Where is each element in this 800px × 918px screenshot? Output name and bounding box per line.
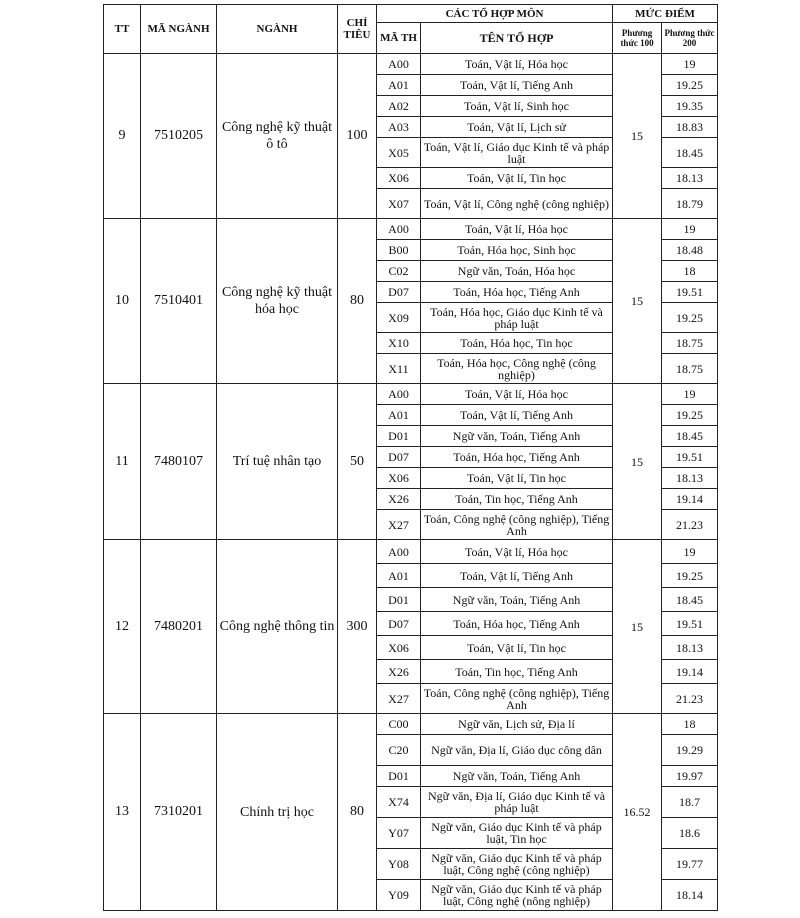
row-tt: 11 <box>104 384 141 540</box>
row-tt: 13 <box>104 714 141 911</box>
combo-subjects: Ngữ văn, Toán, Tiếng Anh <box>421 766 613 787</box>
combo-code: A02 <box>377 96 421 117</box>
row-code: 7310201 <box>141 714 217 911</box>
score-pt200: 18.75 <box>662 354 718 384</box>
combo-subjects: Ngữ văn, Giáo dục Kinh tế và pháp luật, Công nghệ (nông nghiệp) <box>421 880 613 911</box>
combo-subjects: Toán, Công nghệ (công nghiệp), Tiếng Anh <box>421 684 613 714</box>
combo-subjects: Toán, Vật lí, Tin học <box>421 636 613 660</box>
score-pt200: 18.83 <box>662 117 718 138</box>
score-pt200: 19.25 <box>662 564 718 588</box>
score-pt200: 19.77 <box>662 849 718 880</box>
combo-code: X06 <box>377 636 421 660</box>
combo-code: A01 <box>377 75 421 96</box>
score-pt200: 18.13 <box>662 168 718 189</box>
score-pt200: 19.51 <box>662 612 718 636</box>
combo-subjects: Toán, Vật lí, Công nghệ (công nghiệp) <box>421 189 613 219</box>
table-row <box>104 54 718 75</box>
combo-subjects: Toán, Vật lí, Hóa học <box>421 54 613 75</box>
combo-code: X06 <box>377 468 421 489</box>
combo-subjects: Toán, Hóa học, Tiếng Anh <box>421 282 613 303</box>
combo-subjects: Toán, Hóa học, Sinh học <box>421 240 613 261</box>
score-pt200: 18.14 <box>662 880 718 911</box>
row-tt: 12 <box>104 540 141 714</box>
score-pt200: 18.13 <box>662 636 718 660</box>
combo-subjects: Ngữ văn, Địa lí, Giáo dục Kinh tế và pháp luật <box>421 787 613 818</box>
score-pt200: 18.13 <box>662 468 718 489</box>
combo-subjects: Toán, Vật lí, Hóa học <box>421 384 613 405</box>
combo-subjects: Toán, Hóa học, Giáo dục Kinh tế và pháp luật <box>421 303 613 333</box>
combo-code: A00 <box>377 384 421 405</box>
combo-subjects: Ngữ văn, Toán, Hóa học <box>421 261 613 282</box>
header-ma-nganh: MÃ NGÀNH <box>141 5 217 54</box>
table-row <box>104 540 718 564</box>
combo-subjects: Toán, Tin học, Tiếng Anh <box>421 489 613 510</box>
combo-subjects: Toán, Vật lí, Giáo dục Kinh tế và pháp luật <box>421 138 613 168</box>
combo-code: A03 <box>377 117 421 138</box>
score-pt100: 15 <box>613 54 662 219</box>
combo-subjects: Toán, Vật lí, Tiếng Anh <box>421 75 613 96</box>
score-pt200: 18.75 <box>662 333 718 354</box>
score-pt200: 18 <box>662 261 718 282</box>
combo-subjects: Ngữ văn, Lịch sử, Địa lí <box>421 714 613 735</box>
header-ten-to-hop: TÊN TỔ HỢP <box>421 23 613 54</box>
row-quota: 300 <box>338 540 377 714</box>
combo-code: A00 <box>377 219 421 240</box>
combo-subjects: Toán, Hóa học, Tiếng Anh <box>421 612 613 636</box>
combo-code: X11 <box>377 354 421 384</box>
combo-code: X05 <box>377 138 421 168</box>
table-row <box>104 714 718 735</box>
score-pt200: 19.25 <box>662 303 718 333</box>
header-nganh: NGÀNH <box>217 5 338 54</box>
combo-code: B00 <box>377 240 421 261</box>
header-ma-th: MÃ TH <box>377 23 421 54</box>
combo-code: C00 <box>377 714 421 735</box>
combo-subjects: Toán, Vật lí, Tiếng Anh <box>421 564 613 588</box>
combo-subjects: Ngữ văn, Toán, Tiếng Anh <box>421 588 613 612</box>
score-pt200: 19 <box>662 540 718 564</box>
combo-subjects: Ngữ văn, Giáo dục Kinh tế và pháp luật, Tin học <box>421 818 613 849</box>
row-code: 7510401 <box>141 219 217 384</box>
header-chi-tieu: CHỈ TIÊU <box>338 5 377 54</box>
row-quota: 100 <box>338 54 377 219</box>
table-body <box>104 54 718 911</box>
score-pt200: 21.23 <box>662 684 718 714</box>
combo-code: A01 <box>377 564 421 588</box>
row-code: 7480107 <box>141 384 217 540</box>
row-quota: 50 <box>338 384 377 540</box>
score-pt200: 18.48 <box>662 240 718 261</box>
combo-subjects: Ngữ văn, Toán, Tiếng Anh <box>421 426 613 447</box>
combo-code: X07 <box>377 189 421 219</box>
row-code: 7480201 <box>141 540 217 714</box>
combo-subjects: Toán, Vật lí, Tin học <box>421 468 613 489</box>
combo-code: X26 <box>377 489 421 510</box>
score-pt200: 19 <box>662 219 718 240</box>
score-pt100: 15 <box>613 384 662 540</box>
row-program-name: Công nghệ kỹ thuật hóa học <box>217 219 338 384</box>
score-pt200: 18 <box>662 714 718 735</box>
combo-subjects: Ngữ văn, Địa lí, Giáo dục công dân <box>421 735 613 766</box>
score-pt200: 21.23 <box>662 510 718 540</box>
header-pt200: Phương thức 200 <box>662 23 718 54</box>
table-row <box>104 219 718 240</box>
row-tt: 9 <box>104 54 141 219</box>
row-program-name: Trí tuệ nhân tạo <box>217 384 338 540</box>
combo-code: D01 <box>377 766 421 787</box>
admission-score-table <box>103 4 718 911</box>
score-pt200: 18.45 <box>662 138 718 168</box>
combo-code: D07 <box>377 447 421 468</box>
combo-code: X10 <box>377 333 421 354</box>
combo-code: Y08 <box>377 849 421 880</box>
header-muc-diem: MỨC ĐIỂM <box>613 5 718 23</box>
score-pt100: 15 <box>613 219 662 384</box>
combo-code: D07 <box>377 612 421 636</box>
combo-code: A00 <box>377 540 421 564</box>
table-row <box>104 384 718 405</box>
combo-code: X27 <box>377 684 421 714</box>
combo-subjects: Toán, Hóa học, Công nghệ (công nghiệp) <box>421 354 613 384</box>
score-pt200: 19.25 <box>662 75 718 96</box>
combo-subjects: Toán, Vật lí, Hóa học <box>421 219 613 240</box>
combo-code: Y09 <box>377 880 421 911</box>
score-pt200: 19 <box>662 384 718 405</box>
row-quota: 80 <box>338 219 377 384</box>
combo-code: A00 <box>377 54 421 75</box>
combo-subjects: Toán, Tin học, Tiếng Anh <box>421 660 613 684</box>
score-pt200: 19.25 <box>662 405 718 426</box>
combo-subjects: Toán, Vật lí, Lịch sử <box>421 117 613 138</box>
combo-code: X26 <box>377 660 421 684</box>
combo-code: Y07 <box>377 818 421 849</box>
row-code: 7510205 <box>141 54 217 219</box>
row-program-name: Chính trị học <box>217 714 338 911</box>
row-program-name: Công nghệ thông tin <box>217 540 338 714</box>
header-row-1 <box>104 5 718 23</box>
combo-code: D01 <box>377 426 421 447</box>
combo-subjects: Toán, Vật lí, Hóa học <box>421 540 613 564</box>
score-pt200: 19.29 <box>662 735 718 766</box>
combo-code: C02 <box>377 261 421 282</box>
score-pt200: 19.97 <box>662 766 718 787</box>
score-pt200: 19 <box>662 54 718 75</box>
combo-subjects: Toán, Vật lí, Sinh học <box>421 96 613 117</box>
score-pt200: 19.51 <box>662 282 718 303</box>
combo-subjects: Toán, Hóa học, Tin học <box>421 333 613 354</box>
score-pt200: 18.6 <box>662 818 718 849</box>
combo-code: X09 <box>377 303 421 333</box>
combo-code: A01 <box>377 405 421 426</box>
score-pt200: 19.35 <box>662 96 718 117</box>
score-pt200: 19.14 <box>662 489 718 510</box>
header-tt: TT <box>104 5 141 54</box>
row-tt: 10 <box>104 219 141 384</box>
score-pt200: 19.14 <box>662 660 718 684</box>
row-program-name: Công nghệ kỹ thuật ô tô <box>217 54 338 219</box>
combo-code: C20 <box>377 735 421 766</box>
combo-subjects: Toán, Hóa học, Tiếng Anh <box>421 447 613 468</box>
combo-code: D07 <box>377 282 421 303</box>
score-pt200: 18.7 <box>662 787 718 818</box>
score-pt200: 18.79 <box>662 189 718 219</box>
header-pt100: Phương thức 100 <box>613 23 662 54</box>
row-quota: 80 <box>338 714 377 911</box>
header-cac-to-hop: CÁC TỔ HỢP MÔN <box>377 5 613 23</box>
combo-code: D01 <box>377 588 421 612</box>
score-pt200: 19.51 <box>662 447 718 468</box>
score-pt100: 15 <box>613 540 662 714</box>
combo-code: X74 <box>377 787 421 818</box>
combo-subjects: Ngữ văn, Giáo dục Kinh tế và pháp luật, Công nghệ (công nghiệp) <box>421 849 613 880</box>
combo-code: X27 <box>377 510 421 540</box>
score-pt100: 16.52 <box>613 714 662 911</box>
combo-subjects: Toán, Vật lí, Tin học <box>421 168 613 189</box>
combo-subjects: Toán, Công nghệ (công nghiệp), Tiếng Anh <box>421 510 613 540</box>
combo-subjects: Toán, Vật lí, Tiếng Anh <box>421 405 613 426</box>
combo-code: X06 <box>377 168 421 189</box>
score-pt200: 18.45 <box>662 426 718 447</box>
score-pt200: 18.45 <box>662 588 718 612</box>
